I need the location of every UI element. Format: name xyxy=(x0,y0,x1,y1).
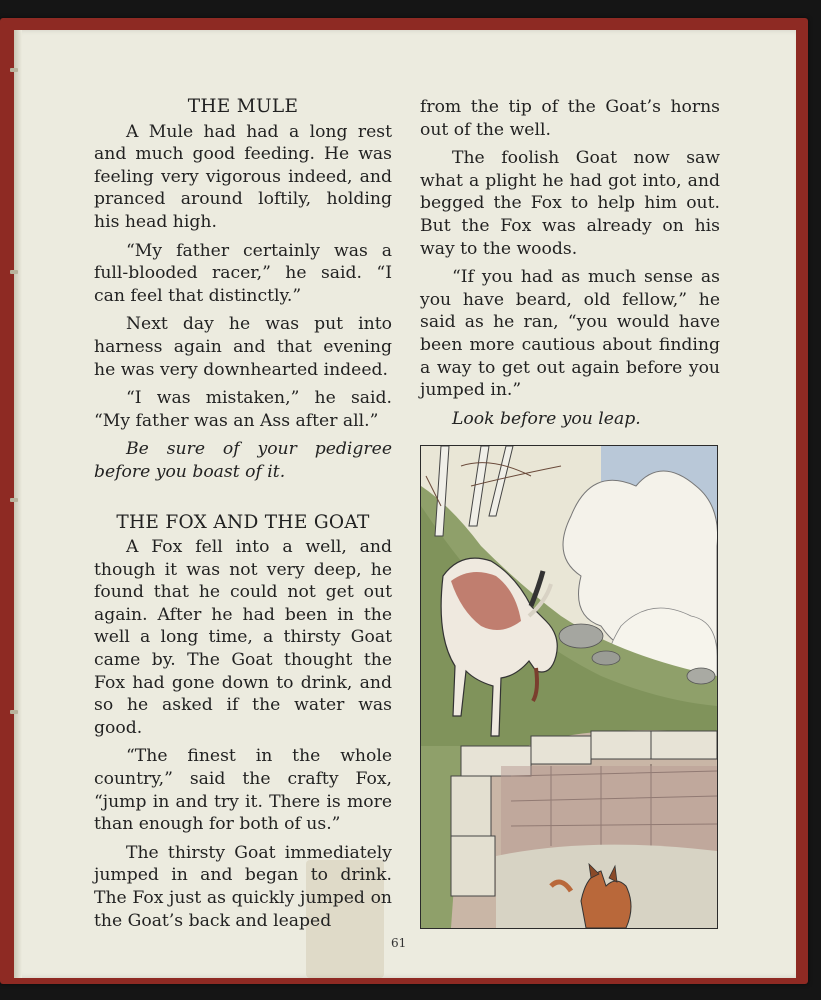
fox-goat-paragraph: “If you had as much sense as you have beard, old fellow,” he said as he ran, “you would have been more cautious about finding a way to get out again before you jumped in.” xyxy=(420,267,720,401)
mule-moral: Be sure of your pedigree before you boast of it. xyxy=(94,439,392,482)
book-page xyxy=(14,30,796,978)
binding-stitch xyxy=(10,270,18,274)
fox-goat-continuation: from the tip of the Goat’s horns out of the well. xyxy=(420,97,720,140)
fox-goat-paragraph: The foolish Goat now saw what a plight he had got into, and begged the Fox to help him out. But the Fox was already on his way to the woods. xyxy=(420,148,720,259)
fox-goat-paragraph: The thirsty Goat immediately jumped in and began to drink. The Fox just as quickly jumped on the Goat’s back and leaped xyxy=(94,842,392,931)
binding-stitch xyxy=(10,68,18,72)
left-column xyxy=(94,96,392,938)
fox-goat-paragraph: A Fox fell into a well, and though it was not very deep, he found that he could not get out again. After he had been in the well a long time, a thirsty Goat came by. The Goat thought the Fox had gone down to drink, and so he asked if the water was good. xyxy=(94,537,392,738)
mule-paragraph: A Mule had had a long rest and much good feeding. He was feeling very vigorous indeed, and pranced around loftily, holding his head high. xyxy=(94,121,392,232)
page-gutter xyxy=(14,30,22,978)
mule-paragraph: Next day he was put into harness again and that evening he was very downhearted indeed. xyxy=(94,314,392,380)
fox-goat-paragraph: “The finest in the whole country,” said the crafty Fox, “jump in and try it. There is more than enough for both of us.” xyxy=(94,746,392,835)
story-title-fox-and-goat: THE FOX AND THE GOAT xyxy=(116,511,370,533)
goat-and-fox-illustration xyxy=(420,445,718,929)
fox-goat-moral: Look before you leap. xyxy=(452,408,641,429)
binding-stitch xyxy=(10,710,18,714)
right-column xyxy=(420,96,720,436)
page-number: 61 xyxy=(391,936,407,950)
mule-paragraph: “My father certainly was a full-blooded racer,” he said. “I can feel that distinctly.” xyxy=(94,240,392,306)
illustration-drawing xyxy=(421,446,717,928)
story-title-mule: THE MULE xyxy=(187,96,299,117)
mule-paragraph: “I was mistaken,” he said. “My father was an Ass after all.” xyxy=(94,388,392,431)
binding-stitch xyxy=(10,498,18,502)
